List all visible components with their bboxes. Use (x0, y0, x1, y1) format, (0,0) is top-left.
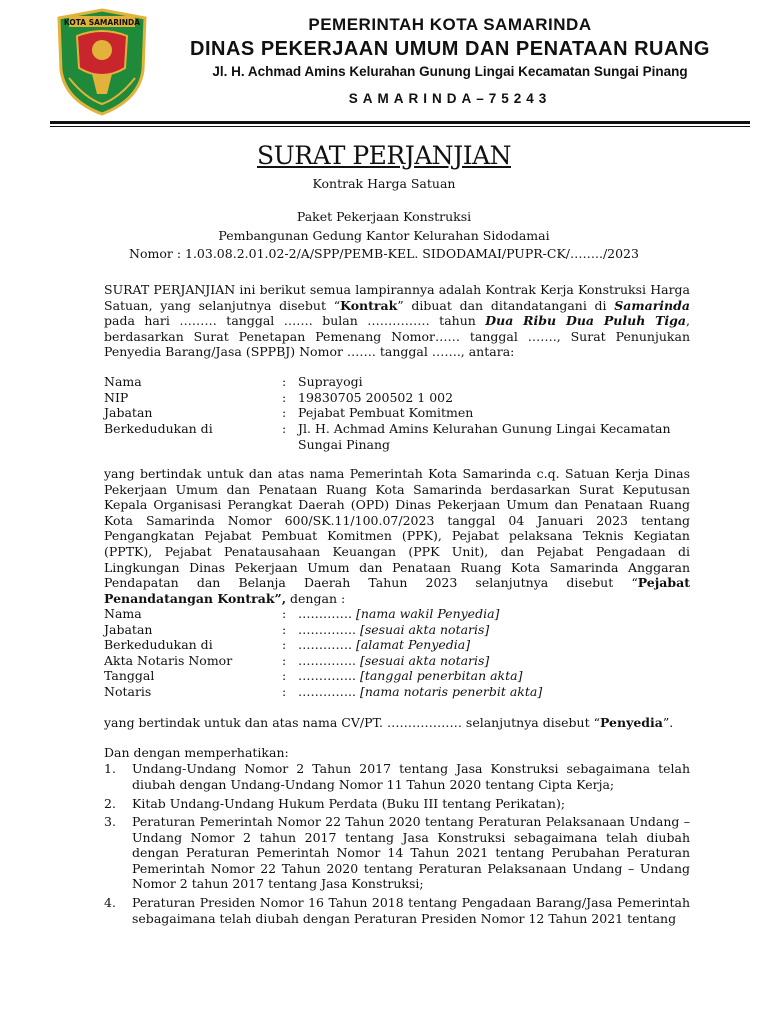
intro-paragraph (104, 282, 690, 360)
party2-label: Nama (104, 606, 142, 621)
letterhead-government: PEMERINTAH KOTA SAMARINDA (308, 15, 592, 34)
document-title: SURAT PERJANJIAN (257, 141, 511, 170)
party1-label: NIP (104, 390, 129, 405)
intro-year: Dua Ribu Dua Puluh Tiga (485, 313, 687, 329)
placeholder-dots: ………….. (298, 684, 356, 699)
party1-paragraph-tail: dengan : (286, 590, 346, 606)
intro-kontrak: Kontrak (340, 297, 398, 313)
party2-label: Akta Notaris Nomor (104, 653, 233, 668)
party1-value: Suprayogi (298, 374, 363, 389)
intro-text-2: ” dibuat dan ditandatangani di (397, 297, 615, 313)
letterhead-address: Jl. H. Achmad Amins Kelurahan Gunung Lingai Kecamatan Sungai Pinang (212, 64, 688, 79)
party2-placeholder: [sesuai akta notaris] (359, 653, 490, 668)
colon-separator: : (282, 668, 287, 683)
letterhead-city-postcode: SAMARINDA–75243 (348, 91, 552, 106)
colon-separator: : (282, 405, 287, 420)
party1-label: Berkedudukan di (104, 421, 213, 436)
party1-paragraph (104, 466, 690, 606)
placeholder-dots: ………….. (298, 668, 356, 683)
party1-paragraph-text: yang bertindak untuk dan atas nama Pemerintah Kota Samarinda c.q. Satuan Kerja Dinas Pekerjaan Umum dan Penataan Ruang Kota Samarinda berdasarkan Surat Keputusan Kepala Organisasi Perangkat Daerah (OPD) Dinas Pekerjaan Umum dan Penataan Ruang Kota Samarinda Nomor 600/SK.11/100.07/2023 tanggal 04 Januari 2023 tentang Pengangkatan Pejabat Pembuat Komitmen (PPK), Pejabat pelaksana Teknis Kegiatan (PPTK), Pejabat Penatausahaan Keuangan (PPK Unit), dan Pejabat Pengadaan di Lingkungan Dinas Pekerjaan Umum dan Penataan Ruang Kota Samarinda Anggaran Pendapatan dan Belanja Daerah Tahun 2023 selanjutnya disebut “ (104, 466, 690, 591)
city-emblem-icon (55, 8, 149, 116)
colon-separator: : (282, 637, 287, 652)
list-text: Peraturan Presiden Nomor 16 Tahun 2018 tentang Pengadaan Barang/Jasa Pemerintah sebagaimana telah diubah dengan Peraturan Presiden Nomor 12 Tahun 2021 tentang (132, 895, 690, 926)
placeholder-dots: …………. (298, 637, 352, 652)
party2-placeholder: [sesuai akta notaris] (359, 622, 490, 637)
letterhead-divider-thick (50, 121, 750, 124)
placeholder-dots: ………….. (298, 622, 356, 637)
list-number: 3. (104, 814, 116, 829)
colon-separator: : (282, 622, 287, 637)
list-number: 2. (104, 796, 116, 811)
party1-value: Jl. H. Achmad Amins Kelurahan Gunung Lingai Kecamatan Sungai Pinang (298, 421, 671, 452)
intro-text-3: pada hari ……… tanggal ……. bulan …………… tahun (104, 313, 486, 329)
list-text: Peraturan Pemerintah Nomor 22 Tahun 2020 tentang Peraturan Pelaksanaan Undang – Undang Nomor 2 tahun 2017 tentang Jasa Konstruksi sebagaimana telah diubah dengan Peraturan Pemerintah Nomor 14 Tahun 2021 tentang Perubahan Peraturan Pemerintah Nomor 22 Tahun 2020 tentang Peraturan Pelaksanaan Undang – Undang Nomor 2 tahun 2017 tentang Jasa Konstruksi; (132, 814, 690, 892)
party1-designation: Pejabat Penandatangan Kontrak”, (104, 575, 690, 606)
colon-separator: : (282, 606, 287, 621)
intro-city: Samarinda (614, 297, 690, 313)
colon-separator: : (282, 390, 287, 405)
party1-label: Jabatan (104, 405, 153, 420)
document-subtitle: Kontrak Harga Satuan (312, 176, 456, 191)
party2-placeholder: [tanggal penerbitan akta] (359, 668, 523, 683)
list-number: 4. (104, 895, 116, 910)
colon-separator: : (282, 374, 287, 389)
party2-label: Tanggal (104, 668, 155, 683)
package-line-1: Paket Pekerjaan Konstruksi (296, 209, 472, 224)
intro-text-1: SURAT PERJANJIAN ini berikut semua lampirannya adalah Kontrak Kerja Konstruksi Harga Satuan, yang selanjutnya disebut “ (104, 282, 690, 313)
package-number: Nomor : 1.03.08.2.01.02-2/A/SPP/PEMB-KEL. SIDODAMAI/PUPR-CK/……../2023 (129, 246, 639, 261)
party2-paragraph-text: yang bertindak untuk dan atas nama CV/PT. ……………… selanjutnya disebut “ (104, 715, 600, 730)
letterhead (0, 0, 768, 126)
list-number: 1. (104, 761, 116, 776)
letterhead-divider-thin (50, 126, 750, 127)
list-text: Kitab Undang-Undang Hukum Perdata (Buku III tentang Perikatan); (132, 796, 566, 811)
party2-label: Notaris (104, 684, 152, 699)
placeholder-dots: …………. (298, 606, 352, 621)
colon-separator: : (282, 684, 287, 699)
package-line-2: Pembangunan Gedung Kantor Kelurahan Sidodamai (218, 228, 550, 243)
intro-text-4: , berdasarkan Surat Penetapan Pemenang Nomor…… tanggal ……., Surat Penunjukan Penyedia Barang/Jasa (SPPBJ) Nomor ……. tanggal ……., antara: (104, 313, 691, 360)
party2-placeholder: [nama wakil Penyedia] (355, 606, 500, 621)
placeholder-dots: ………….. (298, 653, 356, 668)
emblem-text: KOTA SAMARINDA (63, 18, 141, 27)
party2-paragraph (104, 715, 690, 731)
party2-label: Jabatan (104, 622, 153, 637)
party2-label: Berkedudukan di (104, 637, 213, 652)
party2-designation: Penyedia (599, 715, 663, 730)
party2-placeholder: [alamat Penyedia] (355, 637, 471, 652)
list-text: Undang-Undang Nomor 2 Tahun 2017 tentang Jasa Konstruksi sebagaimana telah diubah dengan Undang-Undang Nomor 11 Tahun 2020 tentang Cipta Kerja; (132, 761, 690, 792)
party1-value: Pejabat Pembuat Komitmen (298, 405, 474, 420)
party2-placeholder: [nama notaris penerbit akta] (359, 684, 543, 699)
colon-separator: : (282, 421, 287, 436)
party1-value: 19830705 200502 1 002 (298, 390, 454, 405)
party1-label: Nama (104, 374, 142, 389)
party2-paragraph-tail: ”. (662, 715, 674, 730)
considering-heading: Dan dengan memperhatikan: (104, 745, 289, 760)
colon-separator: : (282, 653, 287, 668)
letterhead-agency: DINAS PEKERJAAN UMUM DAN PENATAAN RUANG (190, 38, 710, 60)
